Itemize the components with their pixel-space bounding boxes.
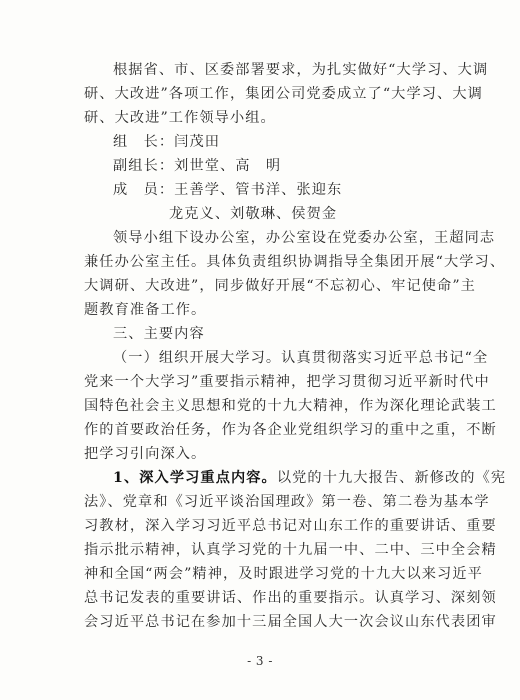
paragraph-line: 习教材，深入学习习近平总书记对山东工作的重要讲话、重要: [84, 518, 497, 534]
group-members-continued: 龙克义、刘敬琳、侯贺金: [169, 206, 338, 222]
paragraph-line: 法》、党章和《习近平谈治国理政》第一卷、第二卷为基本学: [84, 494, 490, 510]
paragraph-line: 根据省、市、区委部署要求，为扎实做好“大学习、大调: [113, 62, 489, 78]
paragraph-line: （一）组织开展大学习。认真贯彻落实习近平总书记“全: [113, 350, 489, 366]
paragraph-line: [84, 466, 507, 490]
document-body: [84, 58, 507, 634]
group-members: 成 员：王善学、管书洋、张迎东: [113, 182, 343, 198]
paragraph-line: 会习近平总书记在参加十三届全国人大一次会议山东代表团审: [84, 614, 497, 630]
paragraph-text: 以党的十九大报告、新修改的《宪: [276, 470, 507, 486]
group-leader: 组 长：闫茂田: [113, 134, 221, 150]
paragraph-line: 研、大改进”工作领导小组。: [84, 110, 276, 126]
paragraph-line: 兼任办公室主任。具体负责组织协调指导全集团开展“大学习、: [84, 254, 506, 270]
paragraph-line: 领导小组下设办公室，办公室设在党委办公室，王超同志: [113, 230, 496, 246]
group-deputy: 副组长：刘世堂、高 明: [113, 158, 282, 174]
paragraph-line: 指示批示精神，认真学习党的十九届一中、二中、三中全会精: [84, 542, 497, 558]
paragraph-line: 国特色社会主义思想和党的十九大精神，作为深化理论武装工: [84, 398, 497, 414]
section-heading: 三、主要内容: [113, 326, 205, 342]
subheading-bold: 1、深入学习重点内容。: [113, 470, 277, 486]
paragraph-line: 作的首要政治任务，作为各企业党组织学习的重中之重，不断: [84, 422, 497, 438]
paragraph-line: 党来一个大学习”重要指示精神，把学习贯彻习近平新时代中: [84, 374, 490, 390]
paragraph-line: 把学习引向深入。: [84, 446, 207, 462]
page-number: - 3 -: [247, 654, 273, 668]
paragraph-line: 总书记发表的重要讲话、作出的重要指示。认真学习、深刻领: [84, 590, 497, 606]
paragraph-line: 题教育准备工作。: [84, 302, 207, 318]
paragraph-line: 神和全国“两会”精神，及时跟进学习党的十九大以来习近平: [84, 566, 483, 582]
paragraph-line: 大调研、大改进”，同步做好开展“不忘初心、牢记使命”主: [84, 278, 476, 294]
paragraph-line: 研、大改进”各项工作，集团公司党委成立了“大学习、大调: [84, 86, 483, 102]
